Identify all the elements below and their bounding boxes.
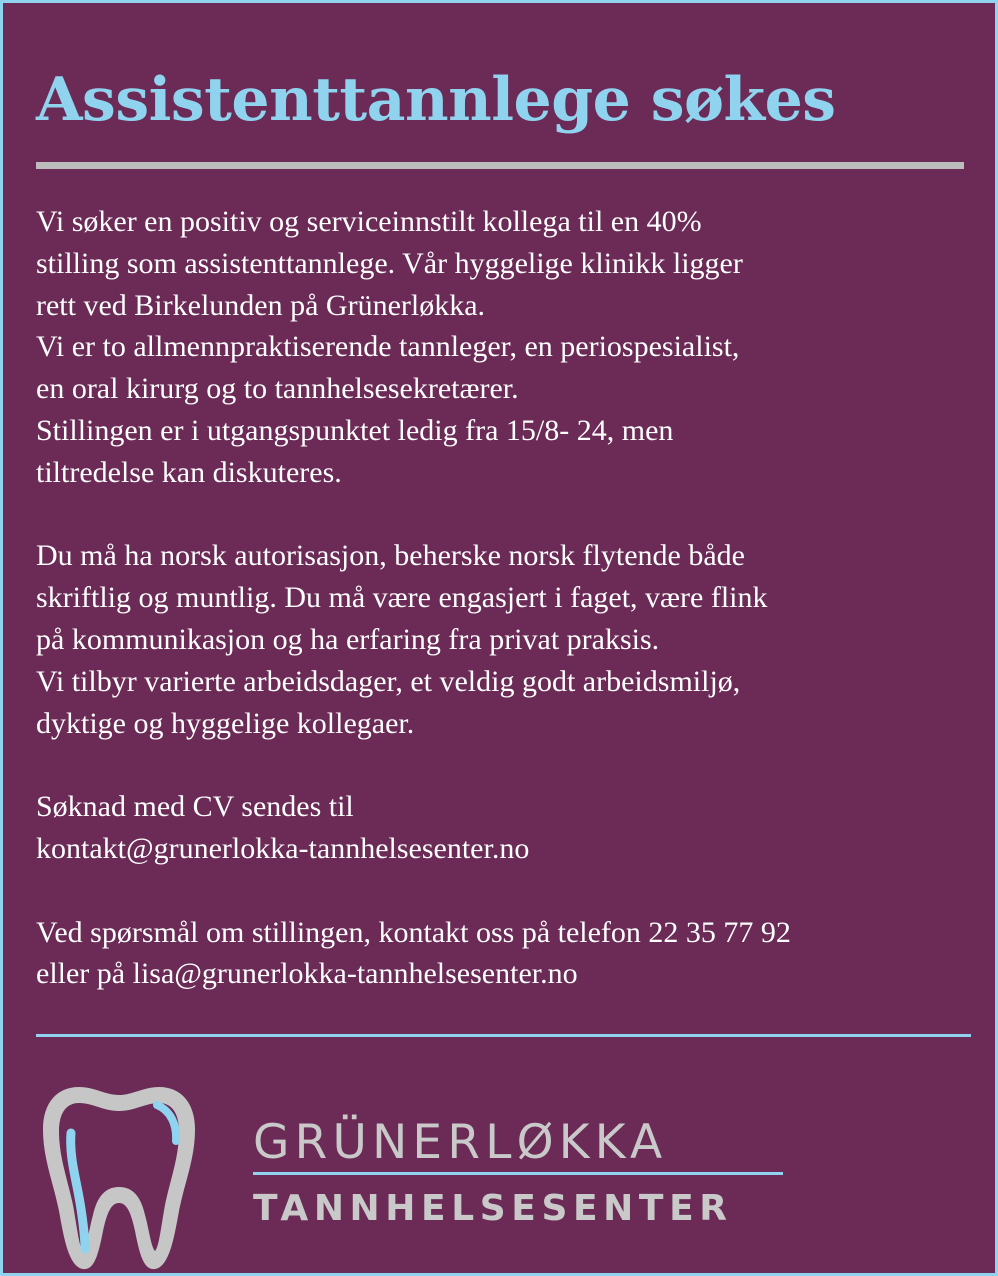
paragraph-gap — [36, 870, 971, 912]
footer-divider — [36, 1034, 971, 1037]
paragraph-gap — [36, 494, 971, 536]
body-line: Stillingen er i utgangspunktet ledig fra 15/8- 24, men — [36, 413, 674, 447]
body-line: Vi tilbyr varierte arbeidsdager, et veldig godt arbeidsmiljø, — [36, 664, 741, 698]
body-line: Du må ha norsk autorisasjon, beherske norsk flytende både — [36, 539, 745, 573]
title-divider — [36, 162, 964, 169]
body-line: stilling som assistenttannlege. Vår hyggelige klinikk ligger — [36, 246, 743, 280]
body-line: Vi er to allmennpraktiserende tannleger, en periospesialist, — [36, 330, 740, 364]
body-line: en oral kirurg og to tannhelsesekretærer. — [36, 372, 519, 406]
logo-subtitle: TANNHELSESENTER — [253, 1188, 733, 1229]
paragraph-gap — [36, 744, 971, 786]
body-line: dyktige og hyggelige kollegaer. — [36, 706, 415, 740]
body-line: på kommunikasjon og ha erfaring fra privat praksis. — [36, 622, 660, 656]
body-line: Søknad med CV sendes til — [36, 790, 354, 824]
page-title: Assistenttannlege søkes — [36, 65, 836, 135]
tooth-icon — [39, 1081, 199, 1273]
contact-phone-line: Ved spørsmål om stillingen, kontakt oss på telefon 22 35 77 92 — [36, 915, 791, 949]
logo-name: GRÜNERLØKKA — [253, 1115, 668, 1170]
body-line: tiltredelse kan diskuteres. — [36, 455, 342, 489]
contact-email-line: eller på lisa@grunerlokka-tannhelsesenter.no — [36, 957, 578, 991]
ad-body — [36, 201, 971, 995]
body-line: rett ved Birkelunden på Grünerløkka. — [36, 288, 486, 322]
body-line: Vi søker en positiv og serviceinnstilt kollega til en 40% — [36, 205, 702, 238]
contact-email: kontakt@grunerlokka-tannhelsesenter.no — [36, 831, 530, 865]
logo-divider — [253, 1172, 783, 1175]
body-line: skriftlig og muntlig. Du må være engasjert i faget, være flink — [36, 581, 768, 615]
